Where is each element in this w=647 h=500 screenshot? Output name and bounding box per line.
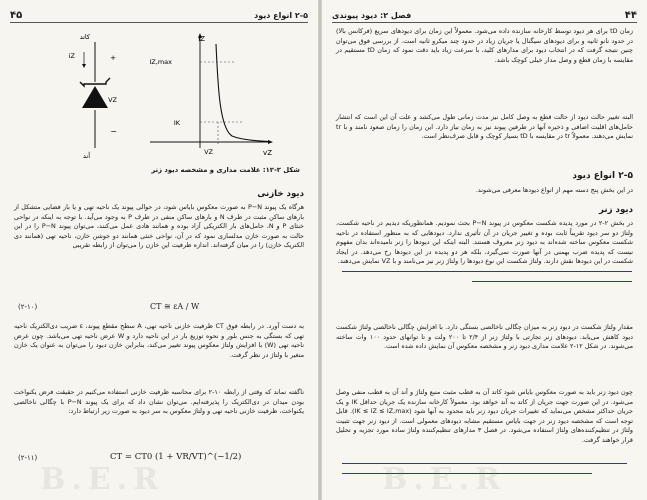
page-number: ۴۴	[624, 10, 637, 21]
plus-sign: +	[110, 54, 116, 62]
x-axis-label: vZ	[263, 149, 272, 157]
equation-number-2: (۲-۱۱)	[18, 454, 38, 462]
iz-label: iZ	[68, 52, 75, 60]
minus-sign: −	[110, 127, 117, 136]
vz-label: VZ	[108, 96, 117, 104]
right-page-header	[332, 10, 637, 23]
y-axis-label: iZ	[198, 35, 205, 43]
watermark: B.E.R	[382, 462, 507, 497]
section-heading-diode-types: ۲-۵ انواع دیود	[572, 171, 633, 181]
section-heading-varactor: دیود خازنی	[257, 189, 304, 199]
figure-caption: شکل ۲-۱۲: علامت مداری و مشخصه دیود زنر	[151, 166, 300, 174]
subheading-zener: دیود زنر	[599, 205, 633, 215]
left-page	[0, 0, 318, 500]
paragraph: هرگاه یک پیوند P−N به صورت معکوس بایاس شود، در حوالی پیوند یک ناحیه تهی و یا بار فضایی متشکل از بارهای ساکن مثبت در طرف N و بارهای ساکن منفی در طرف P به وجود می‌آید. با توجه به اینکه در نواحی خنثای P و N، حامل‌های بار الکتریکی آزاد بوده و همانند هادی عمل می‌کنند، می‌توان پیوند P−N را در این حالت به صورت خازن مدلسازی نمود که در آن، نواحی خنثی همانند دو جوشن خازن، ناحیه تهی (همانند دی الکتریک خازن) را در میان گرفته‌اند. اندازه ظرفیت این خازن را می‌توان از رابطه تقریبی	[14, 203, 305, 250]
paragraph: به دست آورد. در رابطه فوق CT ظرفیت خازنی ناحیه تهی، A سطح مقطع پیوند، ε ضریب دی‌الکتریک ناحیه تهی که بستگی به جنس بلور و نحوه توزیع بار در این ناحیه دارد و W عرض ناحیه تهی می‌باشد. چون عرض ناحیه تهی (W) با افزایش ولتاژ معکوس پیوند تغییر می‌کند، بنابراین خازن دیود را می‌توان به عنوان یک خازن متغیر با ولتاژ در نظر گرفت.	[14, 322, 304, 359]
pen-underline	[472, 281, 632, 282]
diode-triangle	[82, 86, 108, 108]
page-number: ۴۵	[10, 10, 23, 21]
paragraph: چون دیود زنر باید به صورت معکوس بایاس شود کاتد آن به قطب مثبت منبع ولتاژ و آند آن به قطب منفی وصل می‌شود. در این صورت جهت جریان از کاتد به آند خواهد بود. معمولاً کارخانه سازنده یک جریان حداقل IK و یک جریان حداکثر مشخص می‌نماید که تغییرات جریان دیود زنر باید محدود به آنها شود (IK ≤ iZ ≤ IZ,max). قابل توجه است که مشخصه دیود زنر در جهت بایاس مستقیم مشابه دیودهای معمولی است. از دیود زنر جهت تثبیت ولتاژ در تنظیم‌کننده‌های ولتاژ استفاده می‌شود. در فصل ۳ مدارهای تنظیم‌کننده ولتاژ ساده مورد تجزیه و تحلیل قرار خواهند گرفت.	[336, 388, 633, 444]
intro-line: در این بخش پنج دسته مهم از انواع دیودها معرفی می‌شوند.	[475, 186, 633, 194]
paragraph: ناگفته نماند که وقتی از رابطه ۱۰-۲ برای محاسبه ظرفیت خازنی استفاده می‌کنیم در حقیقت فرض یکنواخت بودن میدان در دی‌الکتریک را پذیرفته‌ایم. می‌توان نشان داد که برای یک پیوند P−N با چگالی ناخالصی یکنواخت، ظرفیت خازنی ناحیه تهی و ولتاژ معکوس به سر دیود به صورت زیر ارتباط دارد:	[14, 388, 305, 416]
zener-figure	[20, 30, 300, 160]
izmax-label: IZ,max	[149, 58, 172, 66]
right-page	[322, 0, 647, 500]
zener-curve	[216, 44, 270, 142]
anode-label: آند	[82, 152, 90, 160]
paragraph: مقدار ولتاژ شکست در دیود زنر به میزان چگالی ناخالصی بستگی دارد. با افزایش چگالی ناخالصی ولتاژ شکست دیود کاهش می‌یابد. دیودهای زنر تجارتی با ولتاژ زنر از ۲/۴ تا ۲۰۰ ولت و تا توانهای حدود ۱۰۰ وات ساخته می‌شوند. در شکل ۱۲-۲ علامت مداری دیود زنر و مشخصه معکوس آن نمایش داده شده است.	[336, 323, 633, 351]
formula-2: CT = CT0 (1 + VR/VT)^(−1/2)	[110, 452, 242, 462]
ik-label: IK	[173, 119, 180, 127]
cathode-label: کاتد	[79, 33, 90, 41]
running-head: فصل ۲: دیود پیوندی	[332, 11, 412, 20]
formula-1: CT ≅ εA / W	[150, 302, 200, 311]
pen-underline	[342, 271, 632, 272]
watermark: B.E.R	[40, 462, 165, 497]
equation-number-1: (۲-۱۰)	[18, 303, 38, 311]
paragraph: البته تغییر حالت دیود از حالت قطع به وصل کامل نیز مدت زمانی طول می‌کشد و علت آن این است که انتشار حامل‌های اقلیت اضافی و ذخیره آنها در طرفین پیوند نیز به زمان نیاز دارد. این زمان را زمان صعود نامند و با tr نمایش می‌دهند. معمولاً tr در مقایسه با tD بسیار کوچک و قابل صرف‌نظر است.	[336, 113, 633, 141]
paragraph: زمان tD برای هر دیود توسط کارخانه سازنده داده می‌شود. معمولاً این زمان برای دیودهای سریع (فرکانس بالا) در حدود نانو ثانیه و برای دیودهای سیگنال یا جریان زیاد در حدود چند میکرو ثانیه است. از بررسی فوق می‌توان چنین نتیجه گرفت که در انتخاب دیود برای مدارهای کلید، با سرعت زیاد باید دقت نمود که زمان tD مستقیم در مقایسه با زمان قطع و وصل مدار خیلی کوچک باشد.	[336, 27, 634, 64]
vz-tick-label: VZ	[204, 148, 213, 156]
left-page-header	[10, 10, 308, 23]
paragraph: در بخش ۲-۲ در مورد پدیده شکست معکوس در پیوند P−N بحث نمودیم. همانطوریکه دیدیم در ناحیه شکست، ولتاژ دو سر دیود تقریباً ثابت بوده و تغییر جریان در آن تأثیری ندارد. دیودهایی که به منظور استفاده در ناحیه شکست معکوس ساخته شده‌اند به دیود زنر معروف هستند. البته اینکه این دیودها را زنر نامیده‌اند بدان مفهوم نیست که پدیده ضرب بهمنی در آنها صورت نمی‌گیرد، بلکه هر دو پدیده در این دیودها رخ می‌دهد. در ایجاد شکست در این دیودها نقش دارند. ولتاژ شکست این نوع دیودها را ولتاژ زنر نیز می‌نامند و با VZ نمایش می‌دهند.	[336, 219, 633, 266]
running-head: ۲-۵ انواع دیود	[254, 11, 308, 20]
